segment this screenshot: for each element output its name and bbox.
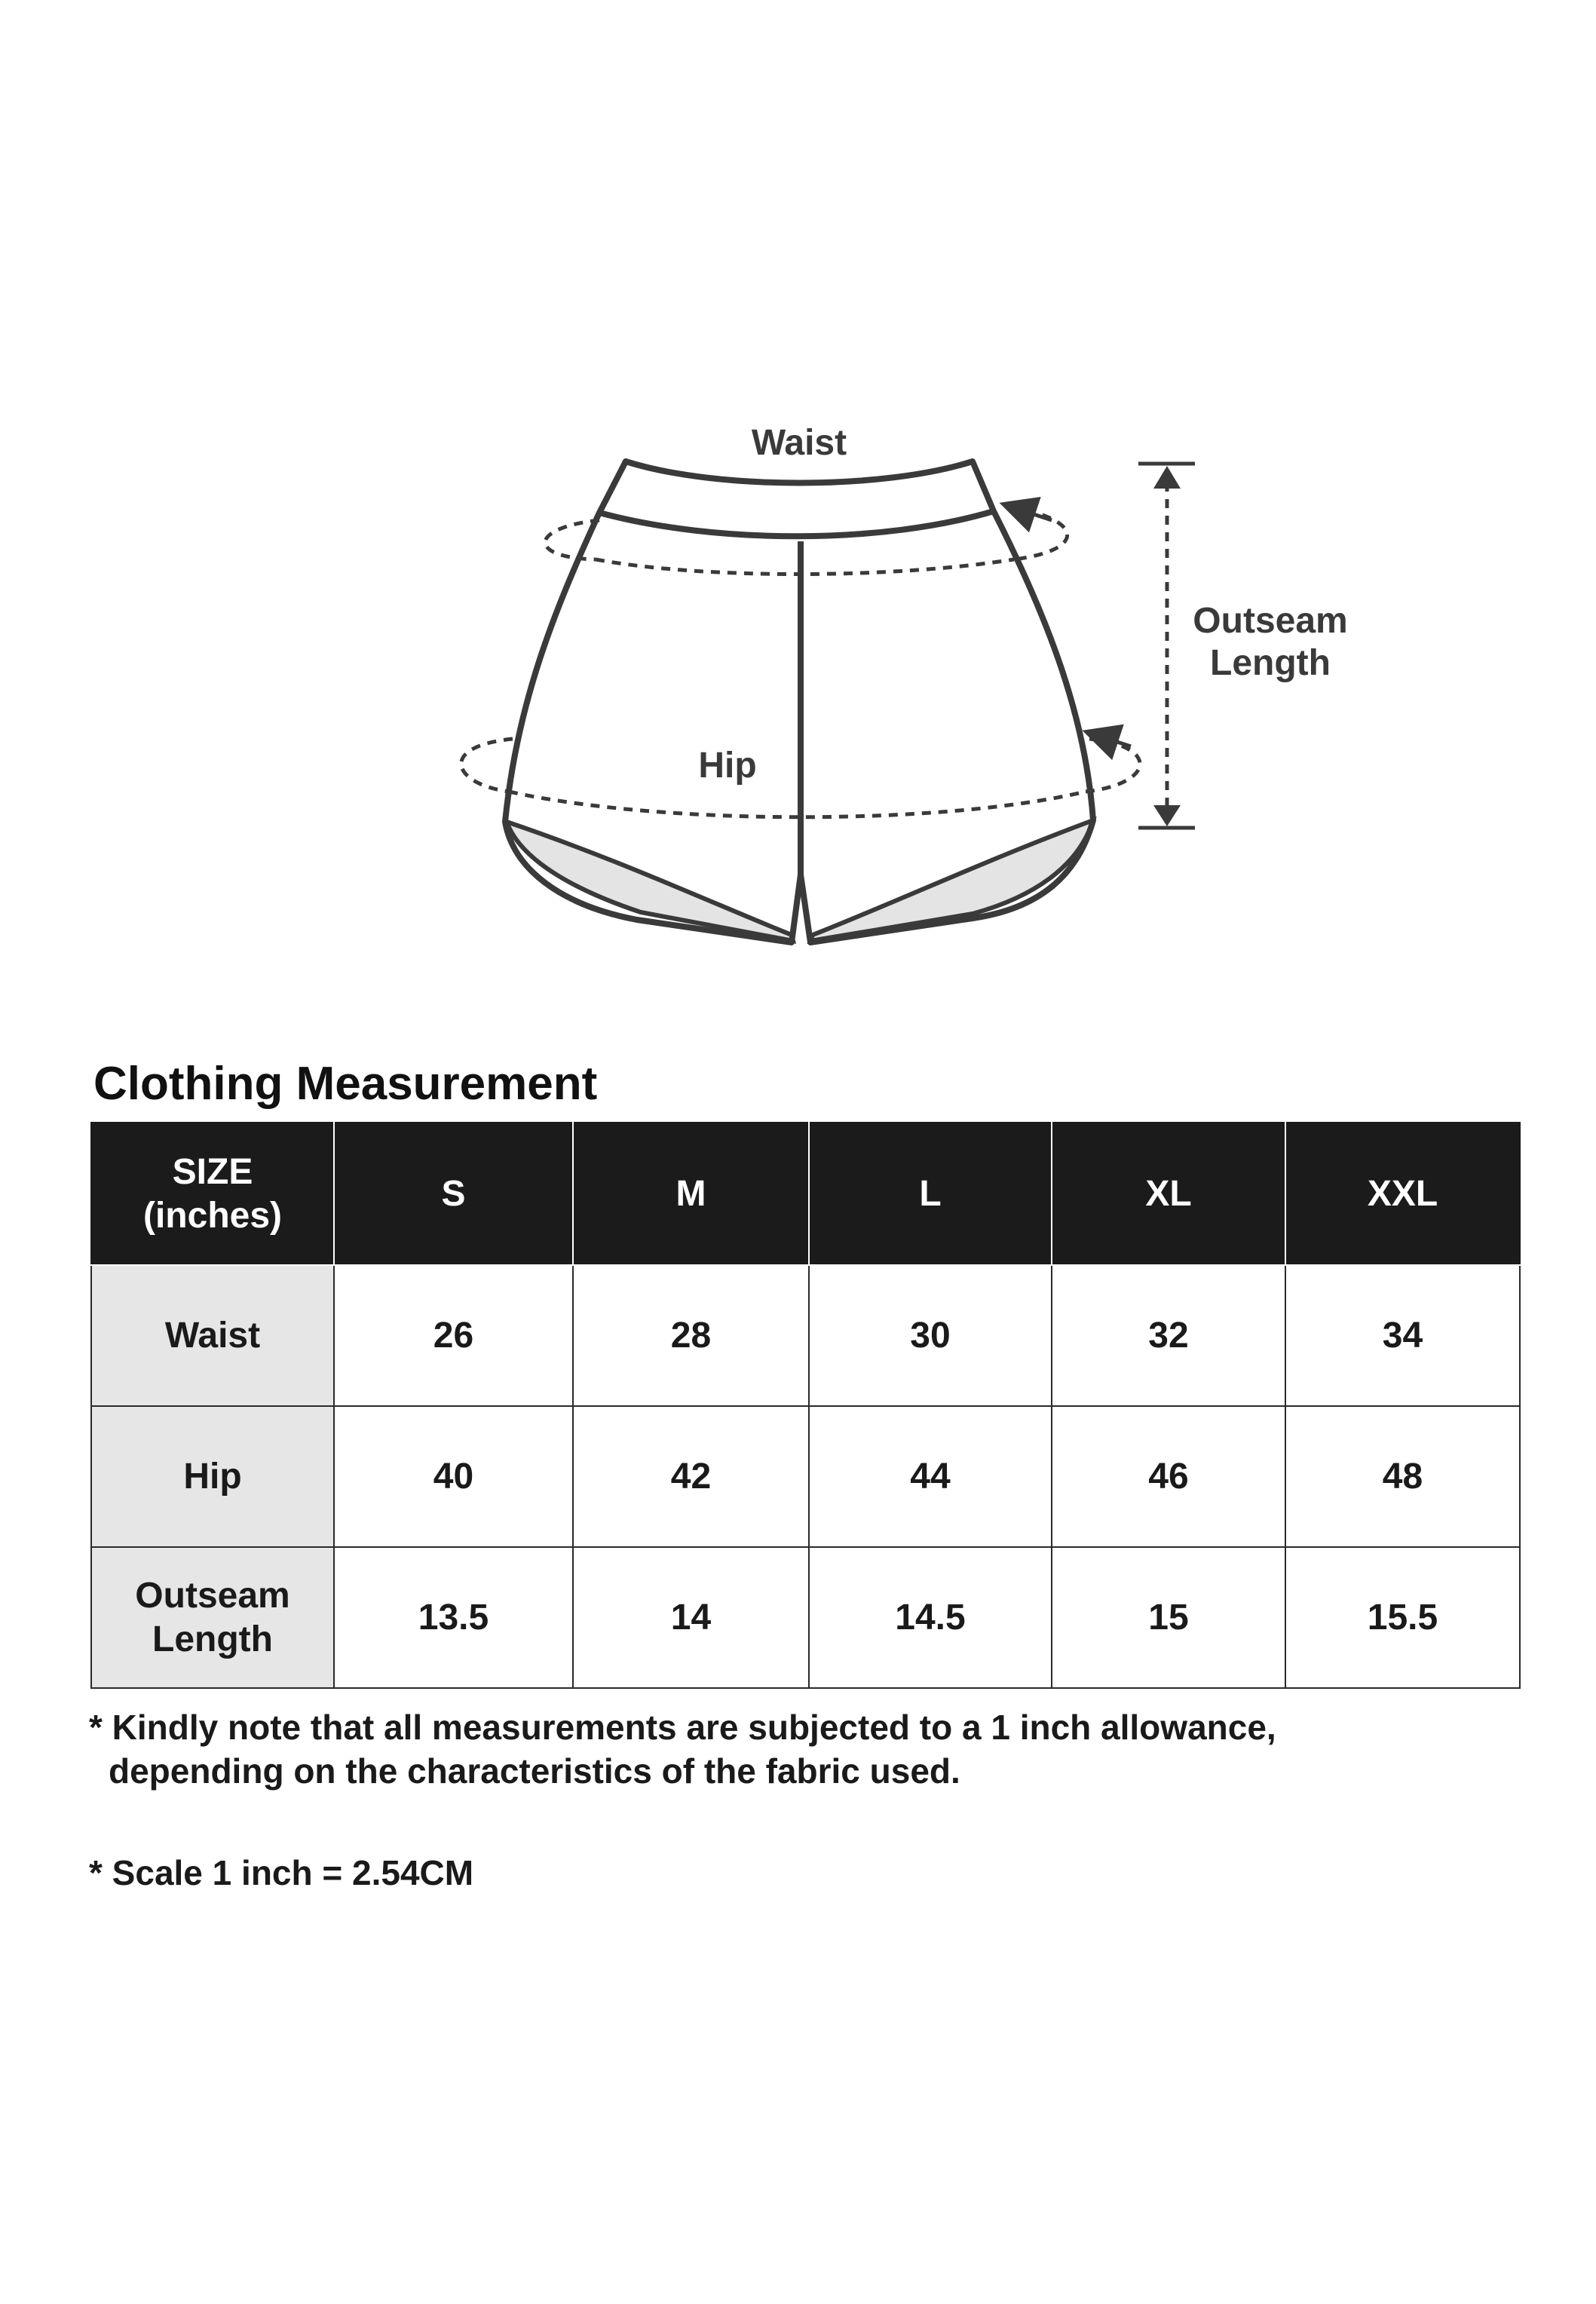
- table-header-row: [91, 1123, 1520, 1265]
- row-label-outseam: [91, 1547, 334, 1688]
- shorts-diagram: [0, 0, 1596, 995]
- section-title: Clothing Measurement: [93, 1058, 598, 1110]
- table-cell: 26: [334, 1265, 573, 1406]
- waist-label: Waist: [751, 423, 847, 463]
- table-cell: 40: [334, 1406, 573, 1547]
- hip-label: Hip: [698, 746, 757, 786]
- table-cell: 14.5: [809, 1547, 1052, 1688]
- table-cell: 34: [1285, 1265, 1520, 1406]
- allowance-note-line2: depending on the characteristics of the fabric used.: [109, 1751, 960, 1791]
- hip-measure-ellipse-front: [509, 792, 1086, 817]
- size-column-header: L: [809, 1123, 1052, 1265]
- allowance-note-line1: * Kindly note that all measurements are subjected to a 1 inch allowance,: [89, 1708, 1276, 1747]
- table-cell: 48: [1285, 1406, 1520, 1547]
- waistband-edge: [599, 511, 994, 536]
- outseam-label: [1176, 600, 1365, 685]
- table-cell: 42: [573, 1406, 809, 1547]
- size-column-header: XL: [1052, 1123, 1285, 1265]
- table-cell: 44: [809, 1406, 1052, 1547]
- table-cell: 28: [573, 1265, 809, 1406]
- row-label-hip: [91, 1406, 334, 1547]
- hip-measure-ellipse-back-right: [1086, 739, 1140, 792]
- hip-measure-ellipse-back: [461, 739, 513, 792]
- size-header-line1: SIZE: [172, 1151, 253, 1192]
- row-label-line2: Length: [152, 1619, 273, 1659]
- table-cell: 15.5: [1285, 1547, 1520, 1688]
- outseam-arrow-down: [1153, 805, 1181, 826]
- outseam-label-line1: Outseam: [1193, 601, 1348, 641]
- outseam-label-line2: Length: [1210, 643, 1331, 683]
- size-column-header: S: [334, 1123, 573, 1265]
- table-cell: 14: [573, 1547, 809, 1688]
- row-label-waist: [91, 1265, 334, 1406]
- size-header-cell: [91, 1123, 334, 1265]
- size-header-line2: (inches): [142, 1195, 283, 1236]
- table-cell: 15: [1052, 1547, 1285, 1688]
- size-column-header: M: [573, 1123, 809, 1265]
- row-label-line1: Hip: [183, 1456, 242, 1497]
- table-cell: 32: [1052, 1265, 1285, 1406]
- table-cell: 13.5: [334, 1547, 573, 1688]
- row-label-line1: Waist: [164, 1315, 261, 1356]
- waist-measure-ellipse-front: [596, 559, 1014, 574]
- size-chart-table: [90, 1122, 1521, 1689]
- table-row-outseam: [91, 1547, 1520, 1688]
- table-cell: 30: [809, 1265, 1052, 1406]
- scale-note: * Scale 1 inch = 2.54CM: [89, 1853, 474, 1892]
- row-label-line1: Outseam: [135, 1575, 290, 1616]
- outseam-arrow-up: [1153, 466, 1181, 489]
- table-cell: 46: [1052, 1406, 1285, 1547]
- table-row-waist: [91, 1265, 1520, 1406]
- waist-arrow: [1006, 505, 1052, 520]
- table-row-hip: [91, 1406, 1520, 1547]
- size-column-header: XXL: [1285, 1123, 1520, 1265]
